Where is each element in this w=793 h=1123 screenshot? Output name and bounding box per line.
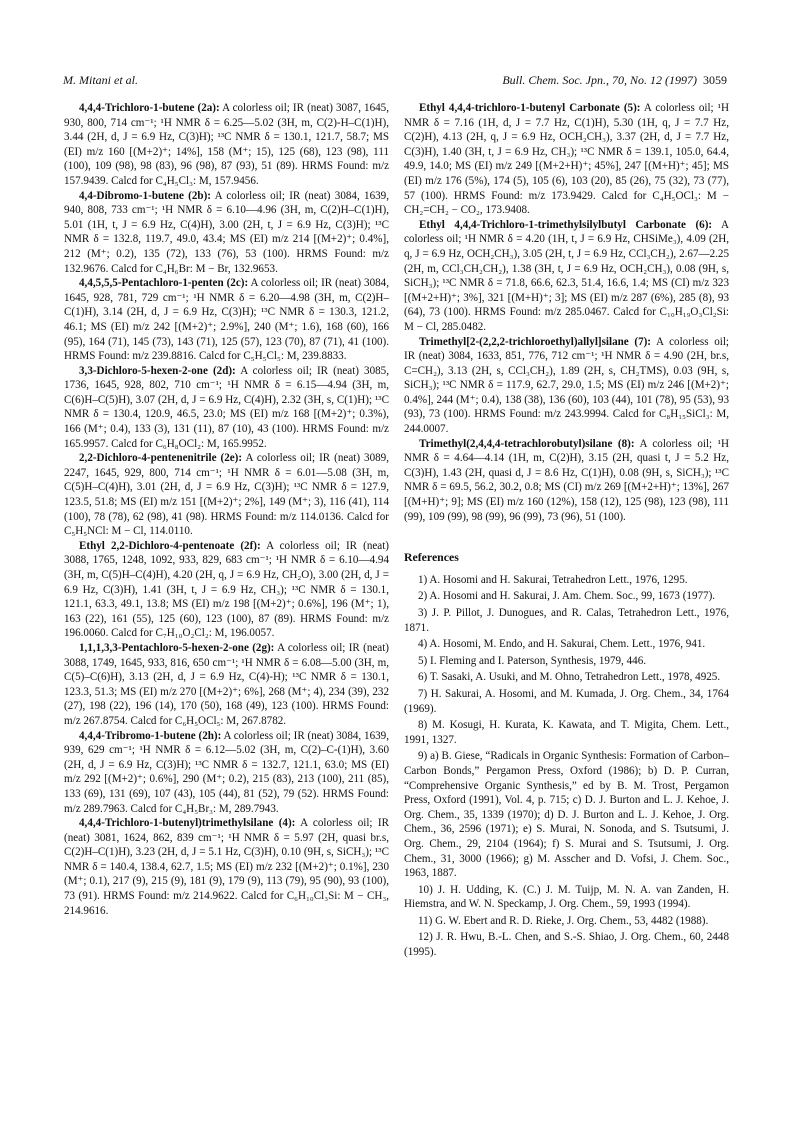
compound-data: A colorless oil; ¹H NMR δ = 4.64—4.14 (1H, m, C(2)H), 3.15 (2H, quasi t, J = 5.2 Hz, C(3)H), 1.43 (2H, quasi d, J = 8.6 Hz, C(1)H), 0.08 (9H, s, SiCH₃); ¹³C NMR δ = 69.5, 56.2, 30.2, 0.8; MS (CI) m/z 269 [(M+2+H)⁺; 13%], 267 [(M+H)⁺; 9]; MS (EI) m/z 160 (12%), 158 (12), 125 (98), 123 (98), 111 (99), 109 (99), 98 (99), 96 (99), 73 (96), 51 (100). <box>404 437 729 523</box>
compound-name: 2,2-Dichloro-4-pentenenitrile (2e): <box>79 452 243 465</box>
compound-data: A colorless oil; IR (neat) 3084, 1639, 940, 808, 733 cm⁻¹; ¹H NMR δ = 6.10—4.96 (3H, m, C(2)H–C(1)H), 5.01 (1H, t, J = 6.9 Hz, C(4)H), 3.00 (2H, t, J = 6.9 Hz, C(3)H); ¹³C NMR δ = 132.8, 119.7, 49.0, 43.4; MS (EI) m/z 214 [(M+2)⁺; 0.4%], 212 (M⁺; 0.2), 135 (72), 133 (76), 53 (100). HRMS Found: m/z 132.9676. Calcd for C₄H₆Br: M − Br, 132.9653. <box>64 189 389 275</box>
compound-entry <box>64 101 389 189</box>
compound-name: Ethyl 4,4,4-trichloro-1-butenyl Carbonate (5): <box>419 102 641 114</box>
compound-name: 4,4,4-Trichloro-1-butenyl)trimethylsilane (4): <box>79 817 296 830</box>
reference-item: 9) a) B. Giese, “Radicals in Organic Synthesis: Formation of Carbon–Carbon Bonds,” Pergamon Press, Oxford (1986); b) D. P. Curran, “Comprehensive Organic Synthesis,” ed by B. M. Trost, Pergamon Press, Oxford (1991), Vol. 4, p. 715; c) D. J. Burton and L. J. Kehoe, J. Org. Chem., 35, 1339 (1970); d) D. J. Burton and L. J. Kehoe, J. Org. Chem., 36, 2596 (1971); e) S. Murai, N. Sonoda, and S. Tsutsumi, J. Org. Chem., 29, 2104 (1964); f) S. Murai and S. Tsutsumi, J. Org. Chem., 31, 3000 (1966); g) M. Asscher and D. Vofsi, J. Chem. Soc., 1963, 1887. <box>404 750 729 880</box>
right-column <box>404 101 729 962</box>
reference-item: 5) I. Fleming and I. Paterson, Synthesis, 1979, 446. <box>418 654 647 667</box>
reference-item: 8) M. Kosugi, H. Kurata, K. Kawata, and T. Migita, Chem. Lett., 1991, 1327. <box>404 719 729 746</box>
compound-name: 4,4-Dibromo-1-butene (2b): <box>79 189 211 202</box>
reference-item: 6) T. Sasaki, A. Usuki, and M. Ohno, Tetrahedron Lett., 1978, 4925. <box>418 671 721 684</box>
compound-data: A colorless oil; IR (neat) 3084, 1645, 928, 781, 729 cm⁻¹; ¹H NMR δ = 6.20—4.98 (3H, m, C(2)H–C(1)H), 3.14 (2H, d, J = 6.9 Hz, C(3)H); ¹³C NMR δ = 130.3, 121.2, 46.1; MS (EI) m/z 242 [(M+2)⁺; 2.9%], 240 (M⁺; 1.6), 168 (60), 166 (95), 164 (71), 145 (73), 143 (71), 125 (57), 123 (70), 87 (71), 41 (100). HRMS Found: m/z 239.8816. Calcd for C₅H₅Cl₅: M, 239.8833. <box>64 277 389 363</box>
compound-entry <box>64 276 389 364</box>
compound-data: A colorless oil; IR (neat) 3087, 1645, 930, 800, 714 cm⁻¹; ¹H NMR δ = 6.25—5.02 (3H, m, C(2)-H–C(1)H), 3.44 (2H, d, J = 6.9 Hz, C(3)H); ¹³C NMR δ = 130.1, 121.7, 58.7; MS (EI) m/z 160 [(M+2)⁺; 14%], 158 (M⁺; 15), 125 (68), 123 (98), 111 (100), 109 (98), 98 (83), 96 (98), 87 (93), 51 (89). HRMS Found: m/z 157.9439. Calcd for C₄H₅Cl₃: M, 157.9456. <box>64 102 389 187</box>
running-header-authors: M. Mitani et al. <box>63 73 138 87</box>
reference-item: 12) J. R. Hwu, B.-L. Chen, and S.-S. Shiao, J. Org. Chem., 60, 2448 (1995). <box>404 931 729 959</box>
compound-data: A colorless oil; ¹H NMR δ = 7.16 (1H, d, J = 7.7 Hz, C(1)H), 5.30 (1H, q, J = 7.7 Hz, C(2)H), 4.13 (2H, q, J = 6.9 Hz, OCH₂CH₃), 3.37 (2H, d, J = 7.7 Hz, C(3)H), 1.40 (3H, t, J = 6.9 Hz, CH₃); ¹³C NMR δ = 139.1, 105.0, 64.4, 49.9, 14.0; MS (EI) m/z 249 [(M+2+H)⁺; 45%], 247 [(M+H)⁺; 45]; MS (EI) m/z 176 (5%), 174 (5), 105 (6), 103 (20), 85 (26), 75 (32), 73 (77), 57 (100). HRMS Found: m/z 173.9429. Calcd for C₄H₅OCl₃: M − CH₂=CH₂ − CO₂, 173.9408. <box>404 102 729 217</box>
reference-item: 3) J. P. Pillot, J. Dunogues, and R. Calas, Tetrahedron Lett., 1976, 1871. <box>404 607 729 634</box>
compound-entry <box>64 816 389 918</box>
compound-data: A colorless oil; IR (neat) 3084, 1639, 939, 629 cm⁻¹; ¹H NMR δ = 6.12—5.02 (3H, m, C(2)–C-(1)H), 3.60 (2H, d, J = 6.9 Hz, C(3)H); ¹³C NMR δ = 132.7, 121.1, 63.0; MS (EI) m/z 292 [(M+2)⁺; 0.6%], 290 (M⁺; 0.2), 215 (83), 213 (100), 211 (85), 133 (69), 131 (69), 107 (43), 105 (44), 81 (52), 79 (52). HRMS Found: m/z 289.7963. Calcd for C₄H₅Br₃: M, 289.7943. <box>64 729 389 815</box>
reference-item: 11) G. W. Ebert and R. D. Rieke, J. Org. Chem., 53, 4482 (1988). <box>418 914 709 927</box>
references-heading: References <box>404 550 459 565</box>
compound-entry <box>64 189 389 277</box>
reference-item: 1) A. Hosomi and H. Sakurai, Tetrahedron Lett., 1976, 1295. <box>418 573 688 586</box>
compound-entry <box>404 437 729 525</box>
page-number: 3059 <box>703 73 727 87</box>
compound-data: A colorless oil; IR (neat) 3081, 1624, 862, 839 cm⁻¹; ¹H NMR δ = 5.97 (2H, quasi br.s, C(2)H–C(1)H), 3.23 (2H, d, J = 5.1 Hz, C(3)H), 0.10 (9H, s, SiCH₃); ¹³C NMR δ = 140.4, 138.4, 62.7, 1.5; MS (EI) m/z 232 [(M+2)⁺; 0.1%], 230 (M⁺; 0.1), 217 (9), 215 (9), 181 (9), 179 (9), 113 (79), 95 (90), 93 (100), 73 (91). HRMS Found: m/z 214.9622. Calcd for C₆H₁₀Cl₃Si: M − CH₃, 214.9616. <box>64 817 389 917</box>
compound-data: A colorless oil; IR (neat) 3089, 2247, 1645, 929, 800, 714 cm⁻¹; ¹H NMR δ = 6.01—5.08 (3H, m, C(5)H–C(4)H), 3.01 (2H, d, J = 6.9 Hz, C(3)H); ¹³C NMR δ = 127.9, 123.5, 51.8; MS (EI) m/z 151 [(M+2)⁺; 2%], 149 (M⁺; 3), 116 (41), 114 (100), 78 (78), 62 (98), 41 (98). HRMS Found: m/z 114.0136. Calcd for C₅H₅NCl: M − Cl, 114.0110. <box>64 452 389 538</box>
compound-name: Trimethyl[2-(2,2,2-trichloroethyl)allyl]silane (7): <box>419 335 651 348</box>
reference-item: 10) J. H. Udding, K. (C.) J. M. Tuijp, M. N. A. van Zanden, H. Hiemstra, and W. N. Speckamp, J. Org. Chem., 59, 1993 (1994). <box>404 883 729 911</box>
compound-entry <box>64 364 389 452</box>
compound-name: 4,4,5,5,5-Pentachloro-1-penten (2c): <box>79 277 249 290</box>
compound-name: Trimethyl(2,4,4,4-tetrachlorobutyl)silane (8): <box>419 437 635 450</box>
compound-name: 4,4,4-Trichloro-1-butene (2a): <box>79 102 220 114</box>
compound-entry <box>64 729 389 817</box>
running-header-journal: Bull. Chem. Soc. Jpn., 70, No. 12 (1997) 3059 <box>502 73 727 87</box>
compound-name: 1,1,1,3,3-Pentachloro-5-hexen-2-one (2g): <box>79 641 275 654</box>
compound-data: A colorless oil; IR (neat) 3084, 1633, 851, 776, 712 cm⁻¹; ¹H NMR δ = 4.90 (2H, br.s, C=CH₂), 3.13 (2H, s, CCl₃CH₂), 1.89 (2H, s, CH₂TMS), 0.03 (9H, s, SiCH₃); ¹³C NMR δ = 117.9, 62.7, 29.0, 1.5; MS (EI) m/z 246 [(M+2)⁺; 0.4%], 244 (M⁺; 0.4), 138 (38), 136 (60), 103 (44), 101 (78), 95 (53), 93 (93), 73 (100). HRMS Found: m/z 243.9994. Calcd for C₈H₁₅SiCl₃: M, 244.0007. <box>404 335 729 436</box>
compound-entry <box>404 218 729 335</box>
compound-entry <box>404 101 729 218</box>
compound-entry <box>64 451 389 539</box>
compound-name: 3,3-Dichloro-5-hexen-2-one (2d): <box>79 364 236 377</box>
compound-data: A colorless oil; IR (neat) 3085, 1736, 1645, 928, 802, 710 cm⁻¹; ¹H NMR δ = 6.15—4.94 (3H, m, C(6)H–C(5)H), 3.07 (2H, d, J = 6.9 Hz, C(4)H), 2.32 (3H, s, C(1)H); ¹³C NMR δ = 130.4, 120.9, 46.5, 23.0; MS (EI) m/z 168 [(M+2)⁺; 0.3%), 166 (M⁺; 0.4), 133 (3), 131 (11), 87 (10), 43 (100). HRMS Found: m/z 165.9957. Calcd for C₆H₈OCl₂: M, 165.9952. <box>64 364 389 450</box>
reference-item: 7) H. Sakurai, A. Hosomi, and M. Kumada, J. Org. Chem., 34, 1764 (1969). <box>404 687 729 715</box>
compound-entry <box>64 641 389 729</box>
compound-entry <box>404 335 729 437</box>
journal-volume: 70, No. 12 (1997) <box>612 73 697 87</box>
compound-data: A colorless oil; IR (neat) 3088, 1749, 1645, 933, 816, 650 cm⁻¹; ¹H NMR δ = 6.08—5.00 (3H, m, C(5)–C(6)H), 3.13 (2H, d, J = 6.9 Hz, C(4)-H); ¹³C NMR δ = 130.1, 123.3, 51.3; MS (EI) m/z 270 [(M+2)⁺; 6%], 268 (M⁺; 4), 234 (39), 232 (27), 198 (22), 196 (14), 170 (50), 168 (49), 123 (100). HRMS Found: m/z 267.8754. Calcd for C₆H₅OCl₅: M, 267.8782. <box>64 641 390 727</box>
compound-entry <box>64 539 389 641</box>
left-column <box>64 101 389 918</box>
journal-name: Bull. Chem. Soc. Jpn. <box>502 73 606 87</box>
compound-name: 4,4,4-Tribromo-1-butene (2h): <box>79 729 222 742</box>
compound-data: A colorless oil; ¹H NMR δ = 4.20 (1H, t, J = 6.9 Hz, CHSiMe₃), 4.09 (2H, q, J = 6.9 Hz, OCH₂CH₃), 3.05 (2H, t, J = 6.9 Hz, CCl₃CH₂), 2.67—2.25 (2H, m, CCl₃CH₂CH₂), 1.38 (3H, t, J = 6.9 Hz, OCH₂CH₃), 0.08 (9H, s, SiCH₃); ¹³C NMR δ = 71.8, 66.6, 62.3, 51.4, 16.6, 1.4; MS (CI) m/z 323 [(M+2+H)⁺; 3%], 321 [(M+H)⁺; 3]; MS (EI) m/z 287 (6%), 285 (8), 93 (64), 73 (100). HRMS Found: m/z 285.0467. Calcd for C₁₀H₁₉O₃Cl₂Si: M − Cl, 285.0482. <box>404 218 729 333</box>
compound-name: Ethyl 4,4,4-Trichloro-1-trimethylsilylbutyl Carbonate (6): <box>419 218 713 231</box>
compound-data: A colorless oil; IR (neat) 3088, 1765, 1248, 1092, 933, 829, 683 cm⁻¹; ¹H NMR δ = 6.10—4.94 (3H, m, C(5)H–C(4)H), 4.20 (2H, q, J = 6.9 Hz, CH₂O), 3.00 (2H, d, J = 6.9 Hz, C(3)H), 1.41 (3H, t, J = 6.9 Hz, CH₃); ¹³C NMR δ = 130.1, 121.1, 63.3, 49.1, 13.8; MS (EI) m/z 198 [(M+2)⁺; 0.6%], 196 (M⁺; 1), 163 (22), 161 (55), 125 (60), 123 (100), 87 (89). HRMS Found: m/z 196.0060. Calcd for C₇H₁₀O₂Cl₂: M, 196.0057. <box>64 539 389 640</box>
reference-item: 2) A. Hosomi and H. Sakurai, J. Am. Chem. Soc., 99, 1673 (1977). <box>418 590 716 603</box>
reference-item: 4) A. Hosomi, M. Endo, and H. Sakurai, Chem. Lett., 1976, 941. <box>418 638 706 651</box>
compound-name: Ethyl 2,2-Dichloro-4-pentenoate (2f): <box>79 539 261 552</box>
